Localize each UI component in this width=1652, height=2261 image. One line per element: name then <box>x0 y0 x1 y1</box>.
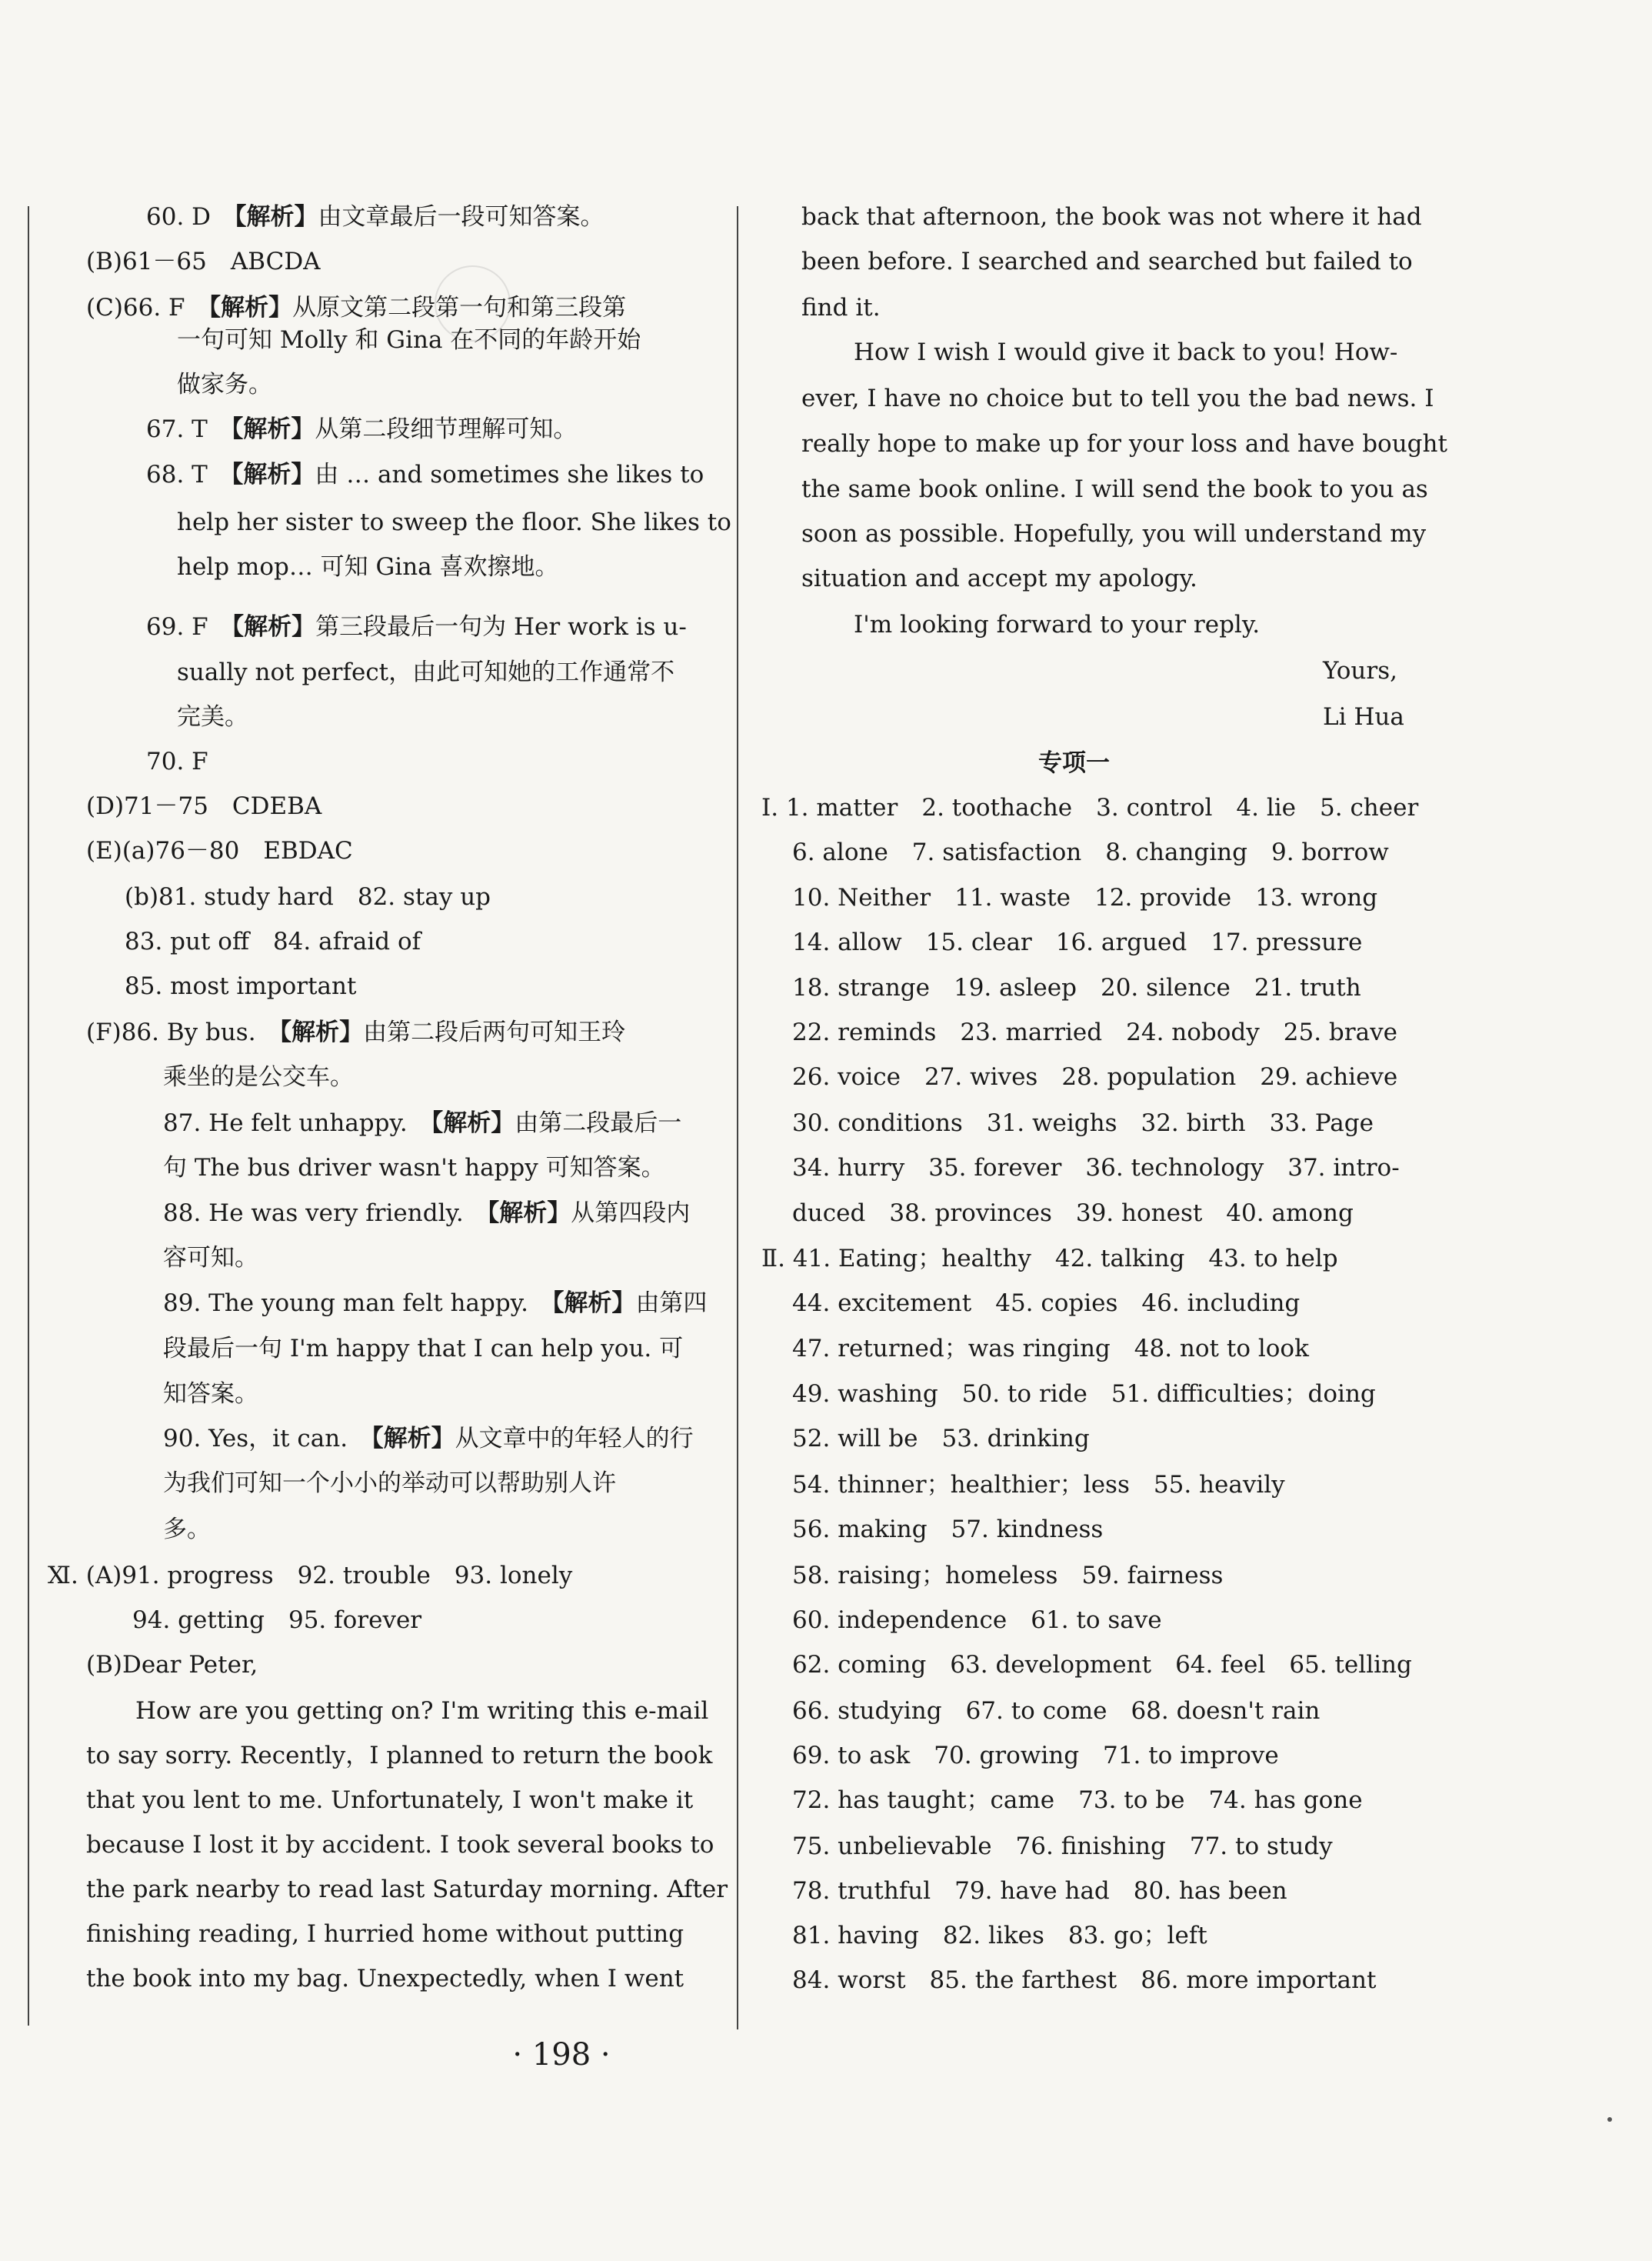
line-text: 做家务。 <box>177 371 272 399</box>
answer-line <box>86 1829 714 1860</box>
left-margin-rule <box>28 206 29 2026</box>
line-text: I'm looking forward to your reply. <box>854 611 1261 639</box>
answer-line <box>792 1649 1412 1680</box>
analysis-tag: 【解析】 <box>231 461 315 489</box>
line-text: 30. conditions 31. weighs 32. birth 33. Page <box>792 1109 1374 1137</box>
line-text: 83. put off 84. afraid of <box>125 928 421 955</box>
answer-line <box>177 507 731 538</box>
answer-line <box>146 202 605 232</box>
line-text: 78. truthful 79. have had 80. has been <box>792 1877 1287 1905</box>
answer-line <box>801 429 1447 459</box>
line-text: 10. Neither 11. waste 12. provide 13. wrong <box>792 884 1378 912</box>
answer-line <box>177 657 674 688</box>
answer-line <box>792 927 1362 958</box>
answer-line <box>801 246 1413 277</box>
line-text: 72. has taught；came 73. to be 74. has gone <box>792 1786 1363 1814</box>
answer-line <box>86 1919 684 1949</box>
answer-line <box>163 1423 694 1454</box>
line-text: 从原文第二段第一句和第三段第 <box>292 294 627 322</box>
answer-line <box>792 1605 1162 1636</box>
line-text: 由第二段后两句可知王玲 <box>363 1019 626 1046</box>
answer-line <box>792 1288 1300 1319</box>
line-text: 52. will be 53. drinking <box>792 1425 1090 1452</box>
line-text: to say sorry. Recently，I planned to return the book <box>86 1742 713 1769</box>
item-number: 89. The young man felt happy. <box>163 1289 528 1317</box>
answer-line <box>792 1469 1285 1500</box>
analysis-tag: 【解析】 <box>231 415 315 443</box>
answer-line <box>792 972 1361 1003</box>
analysis-tag: 【解析】 <box>208 294 293 322</box>
answer-line <box>86 835 353 866</box>
answer-line <box>792 1062 1397 1092</box>
answer-line <box>86 292 626 323</box>
item-number: 88. He was very friendly. <box>163 1199 464 1227</box>
answer-line <box>761 792 1418 823</box>
answer-line <box>792 1379 1376 1409</box>
line-text: Ⅱ. 41. Eating；healthy 42. talking 43. to help <box>761 1245 1338 1272</box>
item-number: (C)66. F <box>86 294 185 322</box>
line-text: 从文章中的年轻人的行 <box>455 1425 694 1452</box>
answer-line <box>801 383 1434 414</box>
line-text: (B)Dear Peter, <box>86 1651 258 1679</box>
answer-line <box>792 837 1389 868</box>
line-text: 6. alone 7. satisfaction 8. changing 9. borrow <box>792 839 1389 866</box>
line-text: (E)(a)76－80 EBDAC <box>86 837 353 865</box>
answer-line <box>1323 702 1404 732</box>
line-text: back that afternoon, the book was not where it had <box>801 203 1422 231</box>
answer-line <box>86 1649 258 1680</box>
answer-line <box>801 519 1426 549</box>
answer-line <box>854 337 1397 368</box>
line-text: How are you getting on? I'm writing this e-mail <box>135 1697 709 1725</box>
answer-line <box>792 1560 1223 1591</box>
answer-line <box>792 882 1377 913</box>
answer-line <box>792 1198 1354 1229</box>
answer-line <box>801 563 1197 594</box>
line-text: 知答案。 <box>163 1380 258 1408</box>
answer-line <box>761 1243 1338 1274</box>
answer-line <box>146 746 208 777</box>
line-text: Yours, <box>1323 657 1397 685</box>
answer-line <box>86 1785 693 1816</box>
answer-line <box>163 1198 690 1229</box>
answer-line <box>801 202 1422 232</box>
line-text: 18. strange 19. asleep 20. silence 21. truth <box>792 974 1361 1002</box>
answer-line <box>792 1108 1374 1139</box>
answer-line <box>177 325 641 355</box>
item-number: 68. T <box>146 461 208 489</box>
answer-line <box>1038 748 1110 779</box>
answer-line <box>146 612 687 642</box>
line-text: 81. having 82. likes 83. go；left <box>792 1922 1207 1949</box>
answer-line <box>792 1785 1363 1816</box>
line-text: 70. F <box>146 748 208 775</box>
answer-line <box>146 459 704 490</box>
line-text: 由第二段最后一 <box>515 1109 682 1137</box>
line-text: the book into my bag. Unexpectedly, when I went <box>86 1965 684 1993</box>
answer-line <box>86 1017 625 1048</box>
line-text: 60. independence 61. to save <box>792 1606 1162 1634</box>
line-text: How I wish I would give it back to you! How- <box>854 338 1398 366</box>
answer-line <box>854 609 1260 640</box>
answer-line <box>792 1423 1090 1454</box>
answer-line <box>792 1333 1309 1364</box>
line-text: 容可知。 <box>163 1244 258 1272</box>
line-text: 56. making 57. kindness <box>792 1516 1104 1543</box>
column-divider <box>737 206 738 2029</box>
line-text: help mop… 可知 Gina 喜欢擦地。 <box>177 553 559 581</box>
analysis-tag: 【解析】 <box>231 613 316 641</box>
line-text: Ⅺ. (A)91. progress 92. trouble 93. lonely <box>48 1562 573 1589</box>
line-text: finishing reading, I hurried home without putting <box>86 1920 684 1948</box>
answer-line <box>125 926 421 957</box>
answer-line <box>792 1920 1207 1951</box>
answer-line <box>86 246 321 277</box>
line-text: 为我们可知一个小小的举动可以帮助别人许 <box>163 1469 616 1497</box>
line-text: Li Hua <box>1323 703 1404 731</box>
line-text: ever, I have no choice but to tell you the bad news. I <box>801 385 1434 412</box>
line-text: 乘坐的是公交车。 <box>163 1063 354 1091</box>
line-text: been before. I searched and searched but failed to <box>801 248 1413 275</box>
line-text: 84. worst 85. the farthest 86. more important <box>792 1966 1377 1994</box>
line-text: 由文章最后一段可知答案。 <box>318 203 605 231</box>
line-text: 44. excitement 45. copies 46. including <box>792 1289 1301 1317</box>
answer-line <box>792 1965 1376 1996</box>
line-text: really hope to make up for your loss and have bought <box>801 430 1447 458</box>
line-text: 14. allow 15. clear 16. argued 17. pressure <box>792 929 1363 956</box>
line-text: 69. to ask 70. growing 71. to improve <box>792 1742 1279 1769</box>
line-text: (b)81. study hard 82. stay up <box>125 883 491 911</box>
line-text: 一句可知 Molly 和 Gina 在不同的年龄开始 <box>177 326 641 354</box>
line-text: 多。 <box>163 1516 211 1543</box>
line-text: 由第四 <box>635 1289 708 1317</box>
answer-line <box>163 1468 616 1499</box>
answer-line <box>86 791 321 822</box>
item-number: 90. Yes，it can. <box>163 1425 348 1452</box>
section-title: 专项一 <box>1038 749 1110 777</box>
item-number: 69. F <box>146 613 208 641</box>
item-number: 87. He felt unhappy. <box>163 1109 408 1137</box>
line-text: 句 The bus driver wasn't happy 可知答案。 <box>163 1154 665 1182</box>
answer-line <box>146 414 577 445</box>
answer-line <box>792 1017 1397 1048</box>
analysis-tag: 【解析】 <box>431 1109 515 1137</box>
answer-line <box>125 971 356 1002</box>
line-text: situation and accept my apology. <box>801 565 1197 592</box>
line-text: 第三段最后一句为 Her work is u- <box>315 613 687 641</box>
answer-line <box>86 1874 728 1905</box>
line-text: (B)61－65 ABCDA <box>86 248 321 275</box>
answer-line <box>48 1560 572 1591</box>
line-text: 34. hurry 35. forever 36. technology 37. intro- <box>792 1154 1400 1182</box>
line-text: 完美。 <box>177 703 248 731</box>
answer-line <box>86 1963 684 1994</box>
line-text: 62. coming 63. development 64. feel 65. telling <box>792 1651 1412 1679</box>
analysis-tag: 【解析】 <box>371 1425 455 1452</box>
line-text: 47. returned；was ringing 48. not to look <box>792 1335 1309 1362</box>
line-text: the park nearby to read last Saturday morning. After <box>86 1876 728 1903</box>
line-text: 从第四段内 <box>571 1199 691 1227</box>
line-text: 从第二段细节理解可知。 <box>315 415 578 443</box>
answer-line <box>163 1379 258 1409</box>
answer-line <box>125 882 491 912</box>
answer-line <box>801 292 881 323</box>
analysis-tag: 【解析】 <box>279 1019 364 1046</box>
answer-line <box>177 369 272 400</box>
answer-line <box>163 1108 681 1139</box>
line-text: 75. unbelievable 76. finishing 77. to study <box>792 1832 1333 1860</box>
answer-line <box>163 1514 211 1545</box>
line-text: 54. thinner；healthier；less 55. heavily <box>792 1471 1285 1499</box>
page-number: · 198 · <box>512 2037 611 2073</box>
line-text: 58. raising；homeless 59. fairness <box>792 1562 1224 1589</box>
answer-line <box>86 1740 712 1771</box>
answer-line <box>177 552 559 582</box>
line-text: 26. voice 27. wives 28. population 29. achieve <box>792 1063 1398 1091</box>
line-text: sually not perfect，由此可知她的工作通常不 <box>177 659 675 686</box>
answer-line <box>792 1152 1400 1183</box>
answer-line <box>792 1740 1279 1771</box>
line-text: the same book online. I will send the book to you as <box>801 475 1428 503</box>
answer-line <box>163 1333 683 1364</box>
answer-line <box>135 1696 708 1726</box>
line-text: 94. getting 95. forever <box>132 1606 422 1634</box>
answer-line <box>163 1062 354 1092</box>
answer-line <box>177 702 248 732</box>
line-text: 22. reminds 23. married 24. nobody 25. brave <box>792 1019 1397 1046</box>
answer-line <box>792 1831 1333 1862</box>
answer-line <box>163 1152 665 1183</box>
answer-line <box>132 1605 421 1636</box>
answer-line <box>792 1876 1287 1906</box>
line-text: 由 … and sometimes she likes to <box>315 461 704 489</box>
analysis-tag: 【解析】 <box>487 1199 571 1227</box>
line-text: 49. washing 50. to ride 51. difficulties；doing <box>792 1380 1376 1408</box>
line-text: 66. studying 67. to come 68. doesn't rain <box>792 1697 1321 1725</box>
line-text: because I lost it by accident. I took several books to <box>86 1831 714 1859</box>
item-number: 67. T <box>146 415 208 443</box>
line-text: find it. <box>801 294 881 322</box>
analysis-tag: 【解析】 <box>551 1289 636 1317</box>
answer-line <box>163 1288 707 1319</box>
answer-line <box>1323 655 1397 686</box>
analysis-tag: 【解析】 <box>235 203 318 231</box>
line-text: soon as possible. Hopefully, you will understand my <box>801 520 1427 548</box>
line-text: Ⅰ. 1. matter 2. toothache 3. control 4. lie 5. cheer <box>761 794 1419 822</box>
speck <box>1607 2117 1612 2122</box>
item-number: 60. D <box>146 203 211 231</box>
answer-line <box>801 474 1428 505</box>
answer-line <box>792 1696 1320 1726</box>
line-text: that you lent to me. Unfortunately, I won't make it <box>86 1786 694 1814</box>
item-number: (F)86. By bus. <box>86 1019 256 1046</box>
line-text: 段最后一句 I'm happy that I can help you. 可 <box>163 1335 684 1362</box>
answer-line <box>792 1514 1103 1545</box>
line-text: help her sister to sweep the floor. She likes to <box>177 509 731 536</box>
line-text: 85. most important <box>125 972 357 1000</box>
answer-line <box>163 1242 258 1273</box>
line-text: duced 38. provinces 39. honest 40. among <box>792 1199 1354 1227</box>
line-text: (D)71－75 CDEBA <box>86 792 322 820</box>
